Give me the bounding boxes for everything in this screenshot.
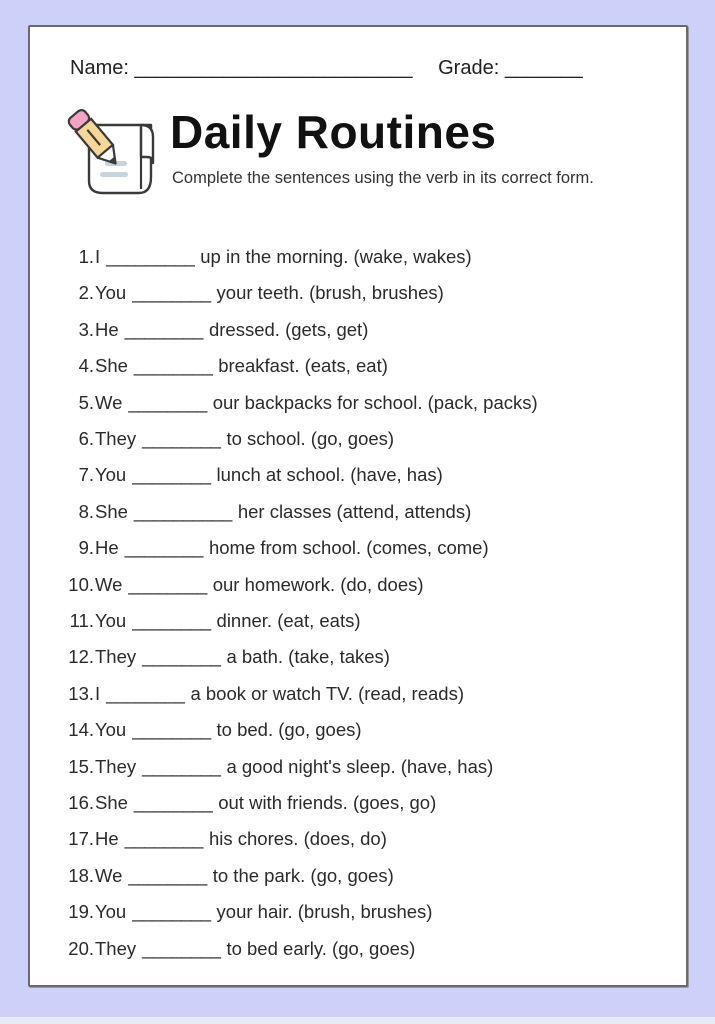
- question-subject: You: [95, 719, 127, 741]
- answer-blank[interactable]: ________: [133, 792, 213, 813]
- answer-blank[interactable]: __________: [133, 500, 232, 522]
- question-text: his chores. (does, do): [208, 828, 387, 850]
- answer-blank[interactable]: _________: [106, 246, 195, 267]
- instructions: Complete the sentences using the verb in its correct form.: [172, 169, 594, 187]
- answer-blank[interactable]: ________: [124, 828, 203, 850]
- bottom-strip: [0, 1017, 715, 1024]
- question-number: 10.: [68, 573, 94, 595]
- question-subject: She: [95, 355, 128, 377]
- answer-blank[interactable]: ________: [142, 428, 221, 449]
- grade-label: Grade:: [438, 57, 500, 79]
- question-item: [30, 392, 538, 422]
- question-number: 8.: [78, 500, 94, 522]
- question-item: [30, 537, 489, 567]
- question-item: [30, 610, 361, 640]
- question-number: 9.: [78, 537, 94, 559]
- question-text: home from school. (comes, come): [208, 537, 489, 559]
- question-item: [30, 501, 471, 531]
- answer-blank[interactable]: ________: [133, 355, 213, 377]
- question-number: 4.: [78, 355, 94, 377]
- question-number: 3.: [78, 318, 94, 340]
- grade-field[interactable]: _______: [504, 57, 583, 79]
- question-subject: He: [95, 828, 119, 850]
- question-item: [30, 646, 390, 676]
- question-item: [30, 901, 432, 931]
- question-text: breakfast. (eats, eat): [218, 355, 388, 377]
- answer-blank[interactable]: ________: [128, 573, 207, 595]
- question-item: [30, 464, 443, 494]
- question-item: [30, 756, 493, 786]
- question-text: our homework. (do, does): [212, 573, 424, 595]
- question-subject: I: [95, 682, 101, 704]
- question-subject: He: [95, 537, 119, 559]
- question-subject: You: [95, 610, 127, 631]
- question-text: dressed. (gets, get): [208, 318, 369, 340]
- name-label: Name:: [70, 57, 129, 79]
- question-number: 15.: [68, 755, 94, 777]
- question-text: to the park. (go, goes): [212, 864, 394, 886]
- question-subject: You: [95, 464, 127, 486]
- question-text: to school. (go, goes): [226, 428, 395, 449]
- pencil-paper-icon: [43, 97, 163, 197]
- paper-line-2: [100, 172, 128, 177]
- question-subject: We: [95, 391, 123, 413]
- question-text: her classes (attend, attends): [237, 500, 472, 522]
- question-text: to bed. (go, goes): [216, 719, 362, 741]
- answer-blank[interactable]: ________: [132, 901, 211, 923]
- question-subject: They: [95, 937, 137, 959]
- question-subject: We: [95, 573, 123, 595]
- question-item: [30, 574, 424, 604]
- question-number: 19.: [68, 901, 94, 923]
- question-text: a bath. (take, takes): [226, 646, 390, 668]
- answer-blank[interactable]: ________: [128, 391, 207, 413]
- question-item: [30, 355, 388, 385]
- question-item: [30, 282, 444, 312]
- question-number: 6.: [78, 428, 94, 449]
- question-number: 17.: [68, 828, 94, 850]
- worksheet-page: [28, 25, 688, 987]
- answer-blank[interactable]: ________: [128, 864, 207, 886]
- question-item: [30, 719, 362, 749]
- answer-blank[interactable]: ________: [132, 610, 211, 631]
- question-number: 11.: [69, 610, 94, 631]
- question-subject: She: [95, 792, 128, 813]
- question-subject: She: [95, 500, 128, 522]
- question-number: 14.: [68, 719, 94, 741]
- question-text: up in the morning. (wake, wakes): [200, 246, 472, 267]
- question-text: lunch at school. (have, has): [216, 464, 443, 486]
- question-number: 16.: [68, 792, 94, 813]
- question-number: 5.: [78, 391, 94, 413]
- question-subject: They: [95, 646, 137, 668]
- question-subject: He: [95, 318, 119, 340]
- answer-blank[interactable]: ________: [132, 282, 211, 304]
- question-text: your hair. (brush, brushes): [216, 901, 433, 923]
- answer-blank[interactable]: ________: [142, 646, 221, 668]
- question-subject: They: [95, 428, 137, 449]
- question-item: [30, 828, 387, 858]
- question-number: 13.: [68, 682, 94, 704]
- answer-blank[interactable]: ________: [124, 537, 203, 559]
- question-text: out with friends. (goes, go): [218, 792, 437, 813]
- question-text: your teeth. (brush, brushes): [216, 282, 444, 304]
- question-item: [30, 792, 436, 822]
- question-subject: They: [95, 755, 137, 777]
- question-number: 7.: [78, 464, 94, 486]
- question-item: [30, 428, 394, 458]
- question-text: our backpacks for school. (pack, packs): [212, 391, 538, 413]
- answer-blank[interactable]: ________: [142, 937, 221, 959]
- question-number: 1.: [78, 246, 94, 267]
- question-item: [30, 683, 464, 713]
- question-subject: You: [95, 901, 127, 923]
- paper-curl: [141, 125, 153, 163]
- answer-blank[interactable]: ________: [132, 719, 211, 741]
- question-text: a book or watch TV. (read, reads): [190, 682, 464, 704]
- question-text: a good night's sleep. (have, has): [226, 755, 494, 777]
- name-field[interactable]: _________________________: [134, 57, 413, 79]
- question-number: 20.: [68, 937, 94, 959]
- question-item: [30, 938, 415, 968]
- question-subject: We: [95, 864, 123, 886]
- question-text: dinner. (eat, eats): [216, 610, 361, 631]
- answer-blank[interactable]: ________: [142, 755, 221, 777]
- question-text: to bed early. (go, goes): [226, 937, 416, 959]
- question-subject: You: [95, 282, 127, 304]
- name-grade-row: [70, 57, 583, 80]
- page-title: Daily Routines: [170, 106, 497, 158]
- question-item: [30, 319, 368, 349]
- question-number: 18.: [68, 864, 94, 886]
- question-subject: I: [95, 246, 101, 267]
- question-number: 12.: [68, 646, 94, 668]
- answer-blank[interactable]: ________: [124, 318, 203, 340]
- question-number: 2.: [78, 282, 94, 304]
- answer-blank[interactable]: ________: [106, 682, 185, 704]
- answer-blank[interactable]: ________: [132, 464, 211, 486]
- question-item: [30, 865, 394, 895]
- question-item: [30, 246, 472, 276]
